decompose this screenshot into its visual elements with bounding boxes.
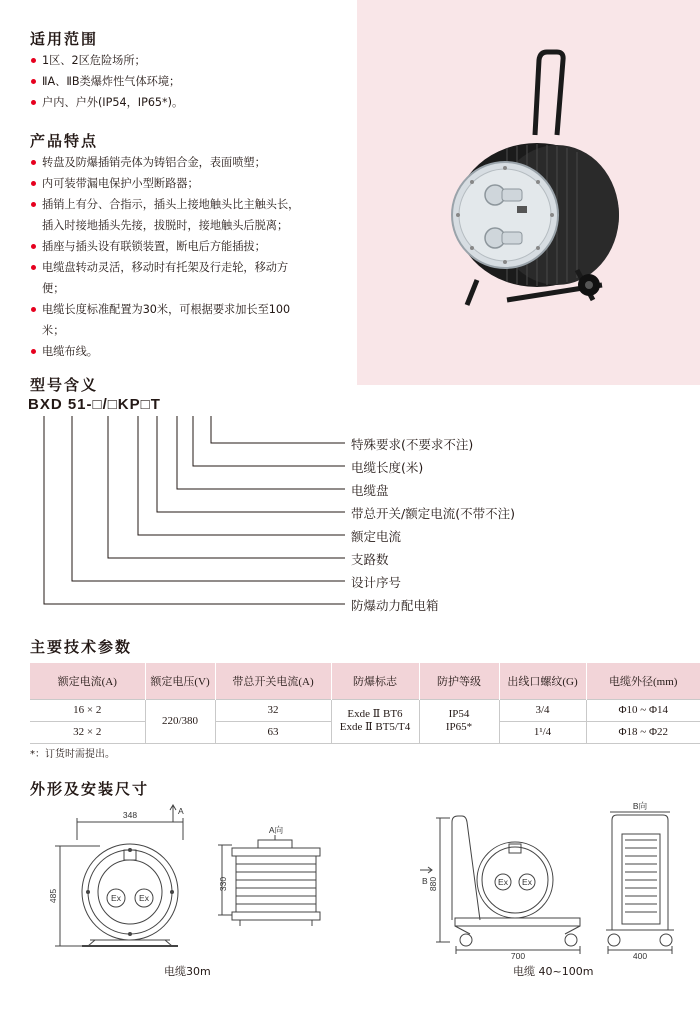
- header-cable-od: 电缆外径(mm): [586, 663, 700, 699]
- list-item: 电缆长度标准配置为30米，可根据要求加长至100米；: [30, 299, 305, 341]
- ip-1: IP54: [448, 708, 470, 720]
- ex-mark-icon: Ex: [498, 877, 508, 887]
- large-reel-side: [606, 812, 674, 954]
- cell-cable-od: Φ18 ~ Φ22: [586, 721, 700, 743]
- cell-thread: 3/4: [499, 699, 586, 721]
- section-title-dimensions: 外形及安装尺寸: [30, 780, 150, 798]
- large-depth-label: 400: [632, 951, 648, 961]
- ex-mark-icon: Ex: [522, 877, 532, 887]
- legend-design-no: 设计序号: [351, 575, 402, 590]
- cell-main-switch: 63: [215, 721, 331, 743]
- list-item: 电缆布线。: [30, 341, 305, 362]
- cell-main-switch: 32: [215, 699, 331, 721]
- ex-mark-1: Exde Ⅱ BT6: [347, 708, 403, 720]
- header-rated-current: 额定电流(A): [30, 663, 145, 699]
- list-item: 插座与插头设有联锁装置，断电后方能插拔；: [30, 236, 305, 257]
- ex-mark-icon: Ex: [139, 893, 149, 903]
- list-item: 转盘及防爆插销壳体为铸铝合金，表面喷塑；: [30, 152, 305, 173]
- cell-current: 16 × 2: [30, 699, 145, 721]
- large-view-b-label: B向: [632, 801, 648, 811]
- legend-cable-reel: 电缆盘: [351, 483, 389, 498]
- header-ip: 防护等级: [419, 663, 499, 699]
- small-reel-side: [218, 835, 320, 926]
- cell-cable-od: Φ10 ~ Φ14: [586, 699, 700, 721]
- list-item: 1区、2区危险场所；: [30, 50, 183, 71]
- small-arrow-a-label: A: [178, 806, 184, 816]
- table-row: [30, 699, 700, 721]
- legend-rated-current: 额定电流: [351, 529, 402, 544]
- header-thread: 出线口螺纹(G): [499, 663, 586, 699]
- params-table: [30, 663, 700, 744]
- cell-ex-mark: [331, 699, 419, 743]
- caption-large-reel: 电缆 40~100m: [513, 965, 594, 978]
- model-code: BXD 51-□/□KP□T: [28, 396, 161, 413]
- table-header-row: [30, 663, 700, 699]
- section-title-features: 产品特点: [30, 132, 99, 150]
- cell-ip: [419, 699, 499, 743]
- legend-cable-length: 电缆长度(米): [351, 460, 424, 475]
- legend-main-switch: 带总开关/额定电流(不带不注): [351, 506, 515, 521]
- large-width-label: 700: [510, 951, 526, 961]
- list-item: 户内、户外(IP54，IP65*)。: [30, 92, 183, 113]
- list-item: 电缆盘转动灵活，移动时有托架及行走轮，移动方便；: [30, 257, 305, 299]
- section-title-model: 型号含义: [30, 376, 99, 394]
- ip-2: IP65*: [445, 721, 473, 733]
- small-height-label: 485: [48, 888, 58, 904]
- legend-special: 特殊要求(不要求不注): [351, 437, 474, 452]
- small-width-label: 348: [122, 810, 138, 820]
- list-item: 插销上有分、合指示，插头上接地触头比主触头长，插入时接地插头先接，拔脱时，接地触头后脱离；: [30, 194, 305, 236]
- section-title-params: 主要技术参数: [30, 638, 133, 656]
- small-view-a-label: A向: [268, 825, 284, 835]
- header-main-switch: 带总开关电流(A): [215, 663, 331, 699]
- list-item: ⅡA、ⅡB类爆炸性气体环境；: [30, 71, 183, 92]
- dimension-drawings: [0, 800, 700, 980]
- legend-product-name: 防爆动力配电箱: [351, 598, 439, 613]
- small-depth-label: 330: [218, 876, 228, 892]
- list-item: 内可装带漏电保护小型断路器；: [30, 173, 305, 194]
- section-title-scope: 适用范围: [30, 30, 99, 48]
- cell-current: 32 × 2: [30, 721, 145, 743]
- small-reel-front: [55, 805, 183, 946]
- legend-branches: 支路数: [351, 552, 389, 567]
- ex-mark-2: Exde Ⅱ BT5/T4: [339, 721, 411, 733]
- cell-thread: 1¹/4: [499, 721, 586, 743]
- large-height-label: 880: [428, 876, 438, 892]
- ex-mark-icon: Ex: [111, 893, 121, 903]
- caption-small-reel: 电缆30m: [164, 965, 211, 978]
- footnote: *：订货时需提出。: [30, 749, 115, 760]
- small-reel-bolts: [86, 848, 174, 936]
- header-rated-voltage: 额定电压(V): [145, 663, 215, 699]
- header-ex-mark: 防爆标志: [331, 663, 419, 699]
- large-arrow-b-label: B: [422, 876, 428, 886]
- cell-voltage: 220/380: [145, 699, 215, 743]
